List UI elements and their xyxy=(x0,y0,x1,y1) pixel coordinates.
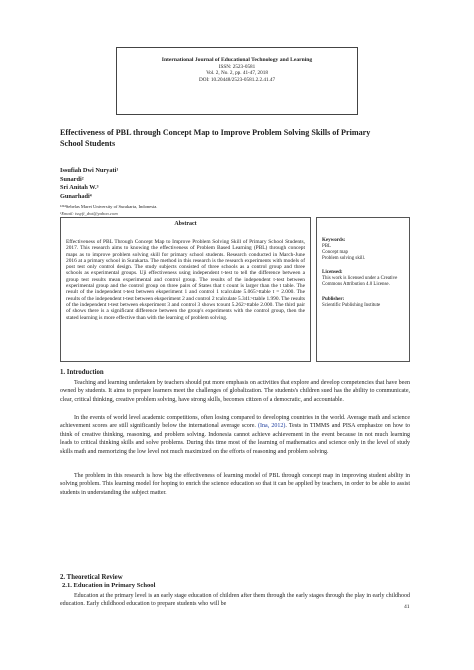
journal-header xyxy=(116,47,358,115)
author-name: Sunardi² xyxy=(60,175,84,183)
journal-doi: DOI: 10.20448/2523-0581.2.2.41.47 xyxy=(198,76,276,83)
keyword: Problem solving skill. xyxy=(322,255,366,261)
author-name: Gunarhadi⁴ xyxy=(60,193,92,201)
keyword: PBL xyxy=(322,244,331,249)
keywords-label: Keywords: xyxy=(322,238,346,243)
section-heading-introduction: 1. Introduction xyxy=(60,369,104,376)
abstract-box xyxy=(60,217,311,362)
publisher-name: Scientific Publishing Institute xyxy=(322,302,381,308)
body-paragraph xyxy=(60,414,410,456)
citation-link[interactable]: (Ina, 2012) xyxy=(258,423,286,430)
affiliation: ¹²³⁴Sebelas Maret University of Surakarta, Indonesia. xyxy=(60,204,158,209)
abstract-heading: Abstract xyxy=(174,221,197,227)
author-name: Sri Anitah W.³ xyxy=(60,184,99,192)
journal-issn: ISSN: 2523-0581 xyxy=(218,64,256,70)
section-heading-theoretical-review: 2. Theoretical Review xyxy=(60,574,123,581)
body-paragraph: The problem in this research is how big the effectiveness of learning model of PBL through concept map in improving student ability in solving problem. This learning model for hoping to enrich the science education so that it can be applied by teachers, in order to be able to assist students in understanding the subject matter. xyxy=(60,473,410,496)
subsection-heading: 2.1. Education in Primary School xyxy=(62,582,156,589)
journal-title: International Journal of Educational Technology and Learning xyxy=(161,57,313,63)
page-number: 41 xyxy=(404,604,410,610)
paper-title: Effectiveness of PBL through Concept Map to Improve Problem Solving Skills of Primary School Students xyxy=(60,128,371,148)
license-text: This work is licensed under a Creative Commons Attribution 4.0 License. xyxy=(322,276,398,288)
author-list xyxy=(60,167,260,202)
keyword: Concept map xyxy=(322,249,348,255)
body-paragraph: Education at the primary level is an early stage education of children after them through the early stages through the play in early childhood education. Early childhood education to prepare students who will be xyxy=(60,593,410,608)
article-info-box xyxy=(316,217,410,362)
journal-volume: Vol. 2, No. 2, pp. 41-47, 2018 xyxy=(206,70,268,77)
author-email: ¹Email: issyfi_dwi@yahoo.com xyxy=(60,211,118,216)
abstract-text: Effectiveness of PBL Through Concept Map to Improve Problem Solving Skill of Primary School Students, 2017. This research aims to knowing the effectiveness of Problem Based Learning (PBL) through concept maps as to improve problem solving skill for primary school students. Research conducted in March-June 2016 at a primary school in Surakarta. The method in this research is the research experiments with models of post test only control design. The study subjects consisted of three schools as a control group and three schools as experimental groups. Uji effectiveness using independent t-test to tell the difference between a group test results mean experimental and control group. The results of the independent t-test between experimental group and the control group on three pairs of States that t count is larger than the t table. The result of the independent t-test between eksperiment 1 and control 1 tcalculate 5.065>ttable t = 2.000. The results of the independent t-test between eksperiment 2 and control 2 tcalculate 5.341>ttable 1.990. The results of the independent t-test between eksperiment 3 and control 3 shows tcount 5.262>ttable 2.000. The third pair of shows there is a significant difference between the group's experiments with the control group, then the stated learning is more effective than with the learning of problem solving. xyxy=(66,239,305,321)
publisher-label: Publisher: xyxy=(322,296,345,302)
licensed-label: Licensed: xyxy=(322,270,343,276)
paragraph-text: . Tests in TIMMS and PISA emphasize on how to think of creative thinking, reasoning, and problem solving. Indonesia cannot achieve achievement in the event because in not much learning leads to critical thinking skills and solve problems. During this time most of the learning of mathematics and science only in the level of study skills math and memorizing the low level not much maximized on the efforts of reasoning and problem solving. xyxy=(60,423,410,455)
body-paragraph: Teaching and learning undertaken by teachers should put more emphasis on activities that explore and develop competencies that have been owned by students. It aims to prepare learners meet the challenges of globalization. The students's children sued has the ability to communicate, clear, critical thinking, creative problem solving, have strong skills, becomes citizen of a democratic, and accountable. xyxy=(60,380,410,403)
paragraph-text: In the events of world level academic competitions, often losing compared to developing countries in the world. Average math and science achievement scores are still significantly below the international average score. xyxy=(60,415,410,430)
author-name: Issufiah Dwi Nuryati¹ xyxy=(60,167,119,174)
